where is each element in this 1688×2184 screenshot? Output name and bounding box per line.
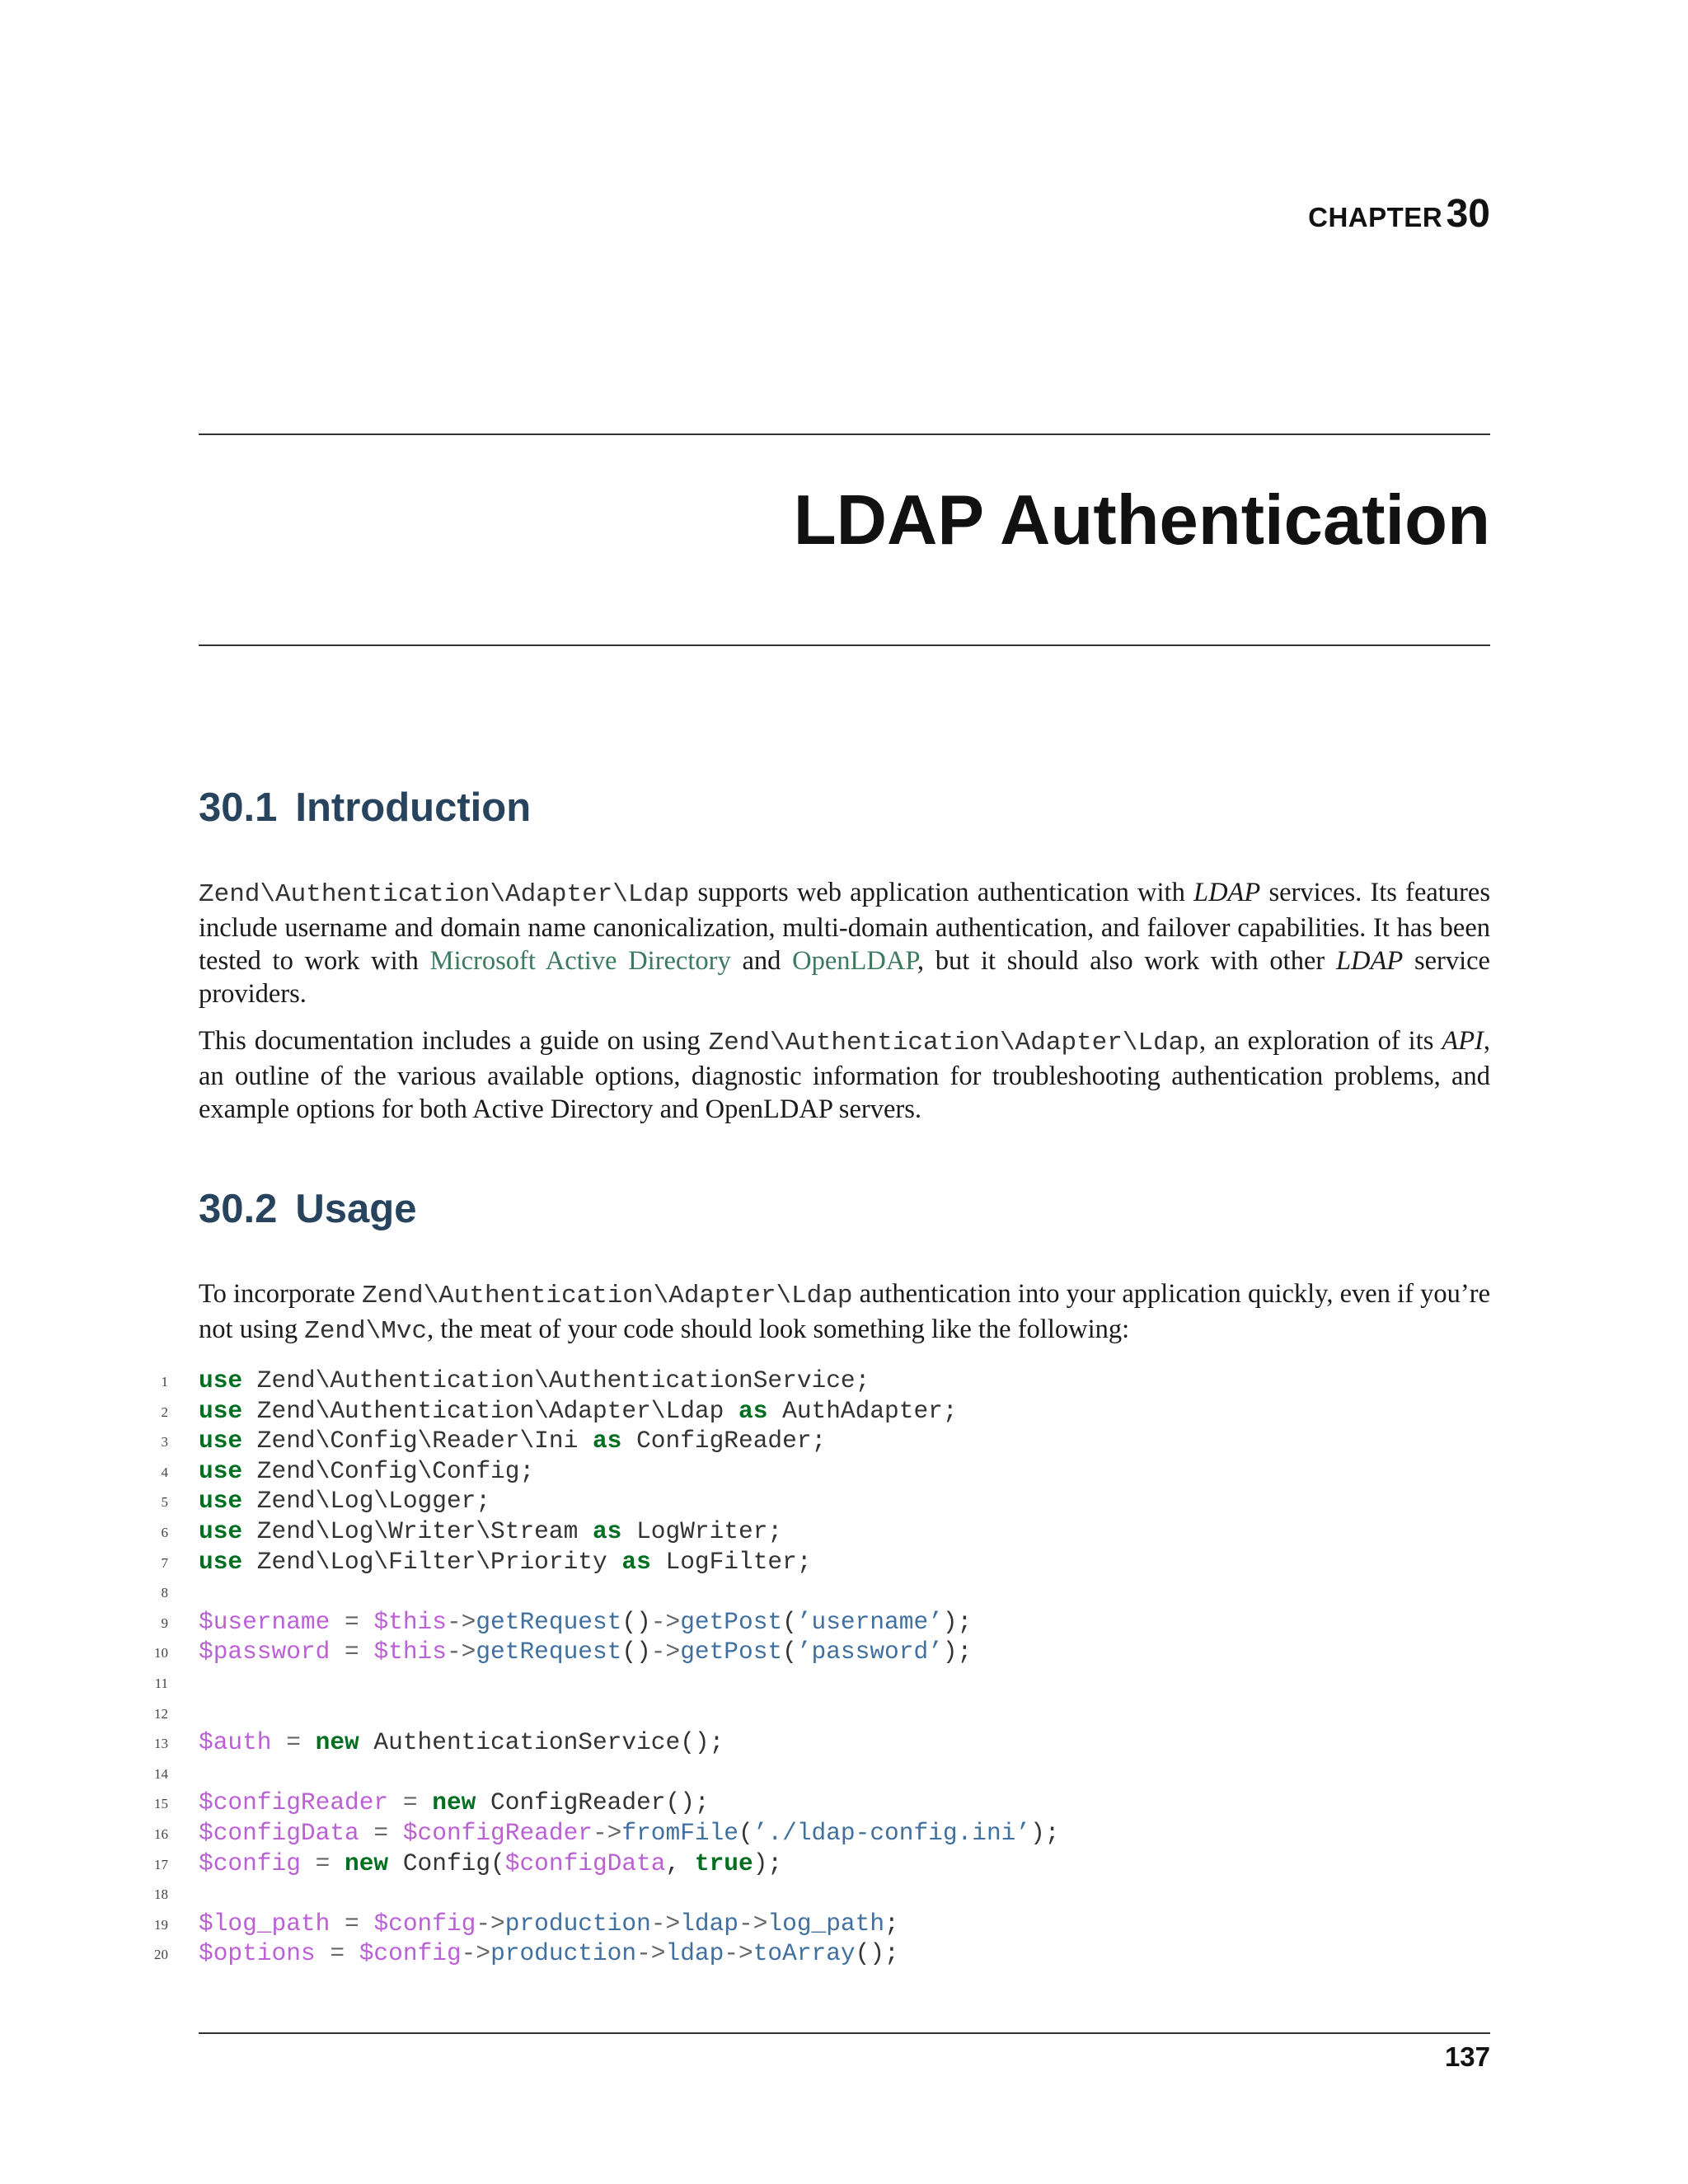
code-token: (: [782, 1607, 797, 1636]
code-token: =: [300, 1849, 345, 1877]
line-number: 18: [154, 1886, 168, 1903]
code-token: $auth: [199, 1728, 272, 1757]
code-token: );: [1030, 1818, 1060, 1847]
line-number: 16: [154, 1825, 168, 1842]
text-run: and: [730, 946, 793, 976]
line-number: 13: [154, 1736, 168, 1752]
code-token: (: [782, 1638, 797, 1666]
code-line: [145, 1396, 1497, 1427]
code-source: [199, 1788, 710, 1817]
code-token: $options: [199, 1939, 316, 1968]
line-number: 17: [154, 1856, 168, 1872]
text-run: To incorporate: [199, 1279, 363, 1309]
code-source: [199, 1516, 782, 1546]
emphasis: API: [1442, 1026, 1484, 1056]
line-number: 10: [154, 1645, 168, 1661]
code-line: [145, 1607, 1497, 1638]
emphasis: LDAP: [1335, 946, 1404, 976]
code-token: use: [199, 1487, 243, 1516]
code-line: [145, 1426, 1497, 1456]
code-line: [145, 1667, 1497, 1698]
code-token: AuthenticationService();: [359, 1728, 724, 1757]
code-token: ->: [446, 1638, 476, 1666]
code-token: $configData: [504, 1849, 666, 1877]
code-token: ,: [665, 1849, 695, 1877]
code-token: ’username’: [796, 1607, 943, 1636]
code-source: [199, 1909, 899, 1938]
code-token: ->: [650, 1607, 681, 1636]
code-token: as: [621, 1547, 651, 1576]
link-openldap[interactable]: OpenLDAP: [792, 946, 917, 976]
code-line: [145, 1456, 1497, 1487]
code-token: LogFilter;: [650, 1547, 812, 1576]
code-token: ->: [724, 1939, 753, 1968]
code-token: );: [942, 1607, 973, 1636]
code-token: $configReader: [402, 1818, 593, 1847]
code-token: ();: [855, 1939, 899, 1968]
line-number: 11: [154, 1675, 168, 1691]
code-token: ldap: [665, 1939, 724, 1968]
code-token: as: [592, 1427, 622, 1455]
code-token: true: [694, 1849, 753, 1877]
code-token: Zend\Log\Logger;: [242, 1487, 491, 1516]
code-token: ->: [650, 1638, 681, 1666]
inline-code: Zend\Authentication\Adapter\Ldap: [199, 880, 690, 909]
chapter-number: 30: [1446, 192, 1490, 236]
code-token: $username: [199, 1607, 331, 1636]
code-token: $configReader: [199, 1788, 389, 1817]
code-source: [199, 1366, 870, 1395]
code-token: ConfigReader;: [621, 1427, 827, 1455]
line-number: 5: [161, 1494, 168, 1511]
section-heading-introduction: [199, 783, 531, 832]
code-token: getRequest: [476, 1607, 622, 1636]
code-token: Zend\Config\Config;: [242, 1456, 535, 1485]
inline-code: Zend\Mvc: [304, 1317, 428, 1346]
code-source: [199, 1938, 899, 1968]
code-token: (: [738, 1818, 753, 1847]
line-number: 1: [161, 1374, 168, 1390]
intro-paragraph-2: [199, 1024, 1490, 1126]
code-token: $config: [199, 1849, 301, 1877]
code-line: [145, 1698, 1497, 1728]
code-token: fromFile: [621, 1818, 739, 1847]
code-token: use: [199, 1547, 243, 1576]
code-token: =: [315, 1939, 359, 1968]
inline-code: Zend\Authentication\Adapter\Ldap: [362, 1282, 853, 1310]
code-source: [199, 1818, 1059, 1848]
code-token: production: [504, 1909, 651, 1938]
text-run: , an outline of the various available options, diagnostic information for troubleshooting authentication problems, and example options for both Active Directory and OpenLDAP servers.: [199, 1026, 1490, 1124]
code-token: new: [432, 1788, 476, 1817]
code-token: Zend\Authentication\AuthenticationService;: [242, 1366, 870, 1394]
chapter-word: CHAPTER: [1308, 202, 1443, 232]
code-token: ->: [650, 1909, 681, 1938]
title-rule-bottom: [199, 644, 1490, 646]
code-source: [199, 1849, 782, 1878]
code-token: =: [330, 1909, 374, 1938]
code-token: );: [753, 1849, 783, 1877]
text-run: , but it should also work with other: [917, 946, 1336, 976]
intro-paragraph-1: [199, 876, 1490, 1010]
emphasis: LDAP: [1193, 878, 1261, 907]
code-token: ;: [884, 1909, 899, 1938]
text-run: services. Its features include username and domain name canonicalization, multi-domain authentication, and failover capabilities. It has been tested to work with: [199, 878, 1490, 976]
line-number: 2: [161, 1404, 168, 1420]
code-line: [145, 1547, 1497, 1577]
code-source: [199, 1637, 972, 1666]
code-token: LogWriter;: [621, 1516, 783, 1545]
section-title: Usage: [295, 1187, 417, 1231]
code-token: Zend\Config\Reader\Ini: [242, 1427, 593, 1455]
code-source: [199, 1426, 826, 1455]
code-token: );: [942, 1638, 973, 1666]
chapter-label: [1308, 191, 1490, 237]
code-token: =: [330, 1638, 374, 1666]
code-token: =: [388, 1788, 433, 1817]
section-heading-usage: [199, 1184, 416, 1234]
line-number: 14: [154, 1765, 168, 1782]
line-number: 3: [161, 1434, 168, 1451]
code-source: [199, 1486, 490, 1516]
code-line: [145, 1938, 1497, 1969]
code-token: use: [199, 1456, 243, 1485]
code-token: ->: [446, 1607, 476, 1636]
code-token: $this: [373, 1607, 447, 1636]
code-token: ->: [461, 1939, 491, 1968]
code-token: $log_path: [199, 1909, 331, 1938]
code-token: Config(: [388, 1849, 505, 1877]
usage-paragraph-1: [199, 1277, 1490, 1348]
code-block: [145, 1366, 1497, 1969]
code-token: use: [199, 1427, 243, 1455]
line-number: 19: [154, 1916, 168, 1933]
code-token: log_path: [767, 1909, 885, 1938]
text-run: authentication into your application quickly, even if you’re not using: [199, 1279, 1490, 1344]
code-token: as: [738, 1396, 768, 1425]
code-token: ConfigReader();: [476, 1788, 710, 1817]
line-number: 7: [161, 1554, 168, 1571]
code-token: (): [621, 1638, 651, 1666]
code-token: $config: [373, 1909, 476, 1938]
code-token: AuthAdapter;: [767, 1396, 958, 1425]
code-token: $configData: [199, 1818, 359, 1847]
line-number: 12: [154, 1705, 168, 1722]
code-token: getPost: [680, 1638, 783, 1666]
code-source: [199, 1396, 958, 1426]
code-token: ’password’: [796, 1638, 943, 1666]
code-line: [145, 1637, 1497, 1667]
title-rule-top: [199, 434, 1490, 435]
code-line: [145, 1909, 1497, 1939]
code-token: (): [621, 1607, 651, 1636]
code-source: [199, 1607, 972, 1637]
code-token: ->: [592, 1818, 622, 1847]
line-number: 8: [161, 1585, 168, 1601]
code-line: [145, 1849, 1497, 1879]
text-run: , an exploration of its: [1198, 1026, 1442, 1056]
code-token: $this: [373, 1638, 447, 1666]
code-line: [145, 1788, 1497, 1818]
code-line: [145, 1818, 1497, 1849]
code-line: [145, 1516, 1497, 1547]
code-token: ->: [476, 1909, 505, 1938]
line-number: 15: [154, 1796, 168, 1812]
code-token: ->: [636, 1939, 666, 1968]
code-token: Zend\Log\Filter\Priority: [242, 1547, 622, 1576]
code-source: [199, 1547, 812, 1577]
line-number: 6: [161, 1524, 168, 1540]
code-token: $password: [199, 1638, 331, 1666]
code-line: [145, 1577, 1497, 1607]
inline-code: Zend\Authentication\Adapter\Ldap: [708, 1029, 1199, 1057]
text-run: This documentation includes a guide on using: [199, 1026, 709, 1056]
line-number: 9: [161, 1615, 168, 1631]
code-line: [145, 1878, 1497, 1909]
text-run: service providers.: [199, 946, 1490, 1009]
code-token: new: [315, 1728, 359, 1757]
code-token: toArray: [753, 1939, 856, 1968]
code-token: Zend\Log\Writer\Stream: [242, 1516, 593, 1545]
code-token: $config: [359, 1939, 462, 1968]
code-line: [145, 1727, 1497, 1758]
code-source: [199, 1727, 724, 1757]
code-token: =: [330, 1607, 374, 1636]
code-token: as: [592, 1516, 622, 1545]
section-number: 30.1: [199, 785, 278, 830]
code-token: new: [345, 1849, 389, 1877]
line-number: 4: [161, 1464, 168, 1480]
line-number: 20: [154, 1947, 168, 1963]
code-token: ->: [738, 1909, 768, 1938]
code-line: [145, 1366, 1497, 1396]
code-token: ldap: [680, 1909, 739, 1938]
chapter-title: LDAP Authentication: [793, 481, 1490, 560]
text-run: supports web application authentication with: [689, 878, 1194, 907]
code-line: [145, 1758, 1497, 1788]
code-token: Zend\Authentication\Adapter\Ldap: [242, 1396, 739, 1425]
code-token: ’./ldap-config.ini’: [753, 1818, 1031, 1847]
code-token: use: [199, 1396, 243, 1425]
page-number: 137: [1444, 2041, 1490, 2072]
code-token: production: [490, 1939, 637, 1968]
footer-rule: [199, 2032, 1490, 2034]
link-active-directory[interactable]: Microsoft Active Directory: [429, 946, 731, 976]
code-token: getPost: [680, 1607, 783, 1636]
code-line: [145, 1486, 1497, 1516]
code-token: =: [359, 1818, 403, 1847]
code-token: =: [271, 1728, 316, 1757]
section-number: 30.2: [199, 1187, 278, 1231]
section-title: Introduction: [295, 785, 532, 830]
text-run: , the meat of your code should look something like the following:: [427, 1315, 1130, 1344]
code-token: use: [199, 1516, 243, 1545]
code-token: use: [199, 1366, 243, 1394]
code-source: [199, 1456, 534, 1486]
code-token: getRequest: [476, 1638, 622, 1666]
